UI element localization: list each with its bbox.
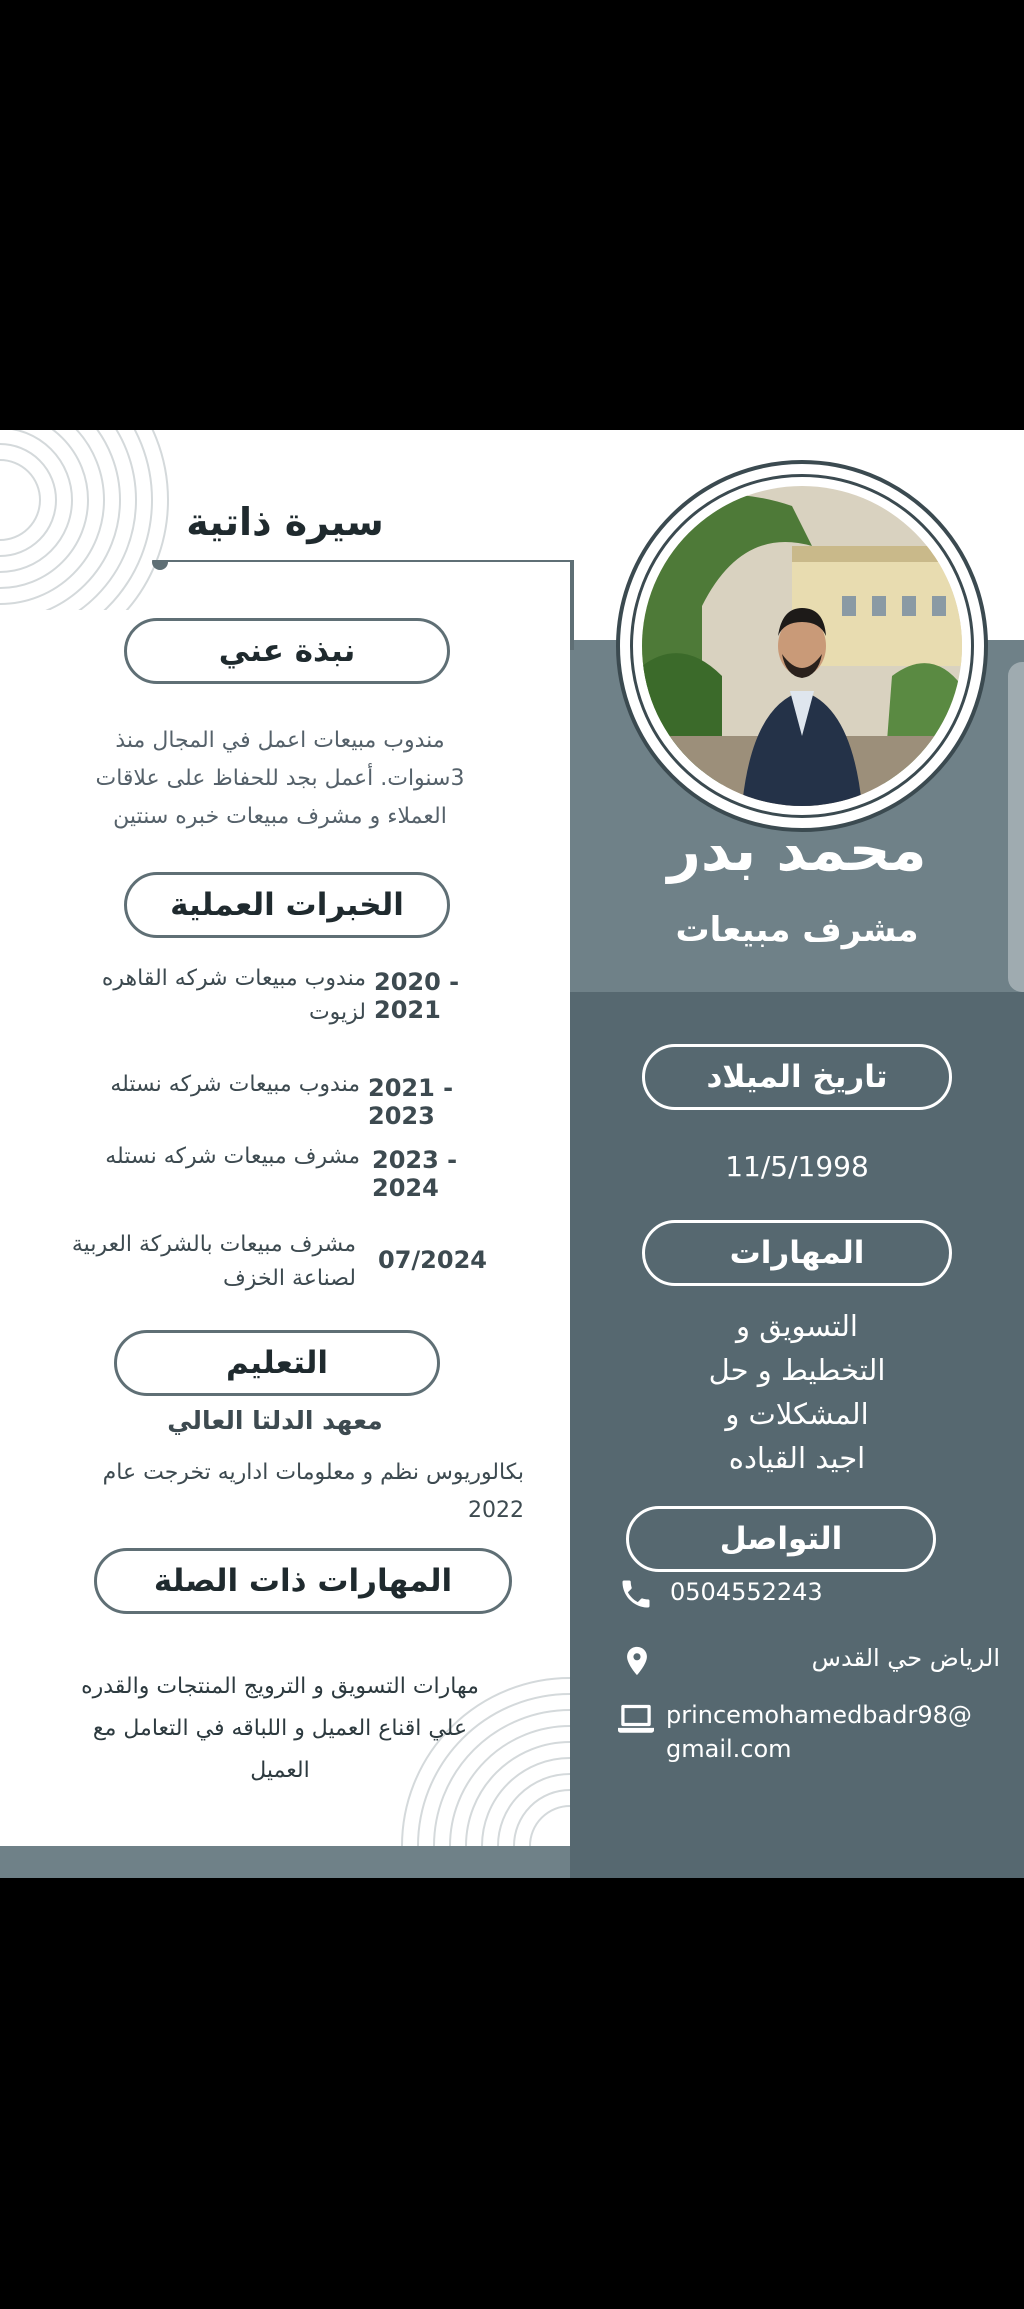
contact-phone[interactable]: 0504552243 (670, 1578, 823, 1606)
about-line: العملاء و مشرف مبيعات خبره سنتين (113, 804, 447, 829)
experience-period: 2023 - 2024 (372, 1146, 458, 1202)
related-skills-line: العميل (250, 1758, 310, 1783)
skill-line: اجيد القياده (728, 1441, 866, 1475)
experience-period: 2020 - 2021 (374, 968, 460, 1024)
skill-line: التخطيط و حل (708, 1353, 886, 1387)
about-heading: نبذة عني (124, 618, 450, 684)
contact-address: الرياض حي القدس (811, 1644, 1000, 1672)
education-line: بكالوريوس نظم و معلومات اداريه تخرجت عام (102, 1460, 524, 1485)
about-text (60, 722, 500, 836)
contact-email[interactable] (666, 1698, 996, 1766)
education-heading: التعليم (114, 1330, 440, 1396)
profile-photo (642, 486, 962, 806)
experience-role-line: لزيوت (308, 1000, 366, 1025)
contact-heading: التواصل (626, 1506, 936, 1572)
experience-role (60, 962, 366, 1030)
email-line: gmail.com (666, 1735, 792, 1763)
phone-icon (618, 1576, 654, 1612)
experience-role-line: مشرف مبيعات بالشركة العربية (71, 1232, 356, 1257)
education-institute: معهد الدلتا العالي (167, 1406, 383, 1435)
resume-page (0, 430, 1024, 1878)
skills-list (620, 1304, 974, 1480)
related-skills-text (40, 1666, 520, 1792)
experience-heading: الخبرات العملية (124, 872, 450, 938)
email-line: princemohamedbadr98@ (666, 1701, 972, 1729)
experience-role-line: مندوب مبيعات شركه نستله (110, 1072, 360, 1097)
about-line: مندوب مبيعات اعمل في المجال منذ (115, 728, 445, 753)
related-skills-heading: المهارات ذات الصلة (94, 1548, 512, 1614)
experience-role (60, 1140, 360, 1174)
experience-role-line: مشرف مبيعات شركه نستله (105, 1144, 360, 1169)
related-skills-line: مهارات التسويق و الترويج المنتجات والقدره (81, 1674, 479, 1699)
document-title: سيرة ذاتية (186, 500, 384, 544)
experience-period: 07/2024 (378, 1246, 487, 1274)
experience-period: 2021 - 2023 (368, 1074, 454, 1130)
skill-line: التسويق و (736, 1309, 858, 1343)
connector-dot (152, 560, 168, 570)
laptop-icon (616, 1700, 656, 1736)
birth-heading: تاريخ الميلاد (642, 1044, 952, 1110)
related-skills-line: علي اقناع العميل و اللباقه في التعامل مع (92, 1716, 468, 1741)
experience-role (60, 1068, 360, 1102)
education-details (40, 1454, 524, 1530)
skill-line: المشكلات و (725, 1397, 869, 1431)
experience-role (40, 1228, 356, 1296)
birth-date: 11/5/1998 (725, 1150, 869, 1183)
location-pin-icon (620, 1642, 654, 1680)
education-line: 2022 (468, 1498, 524, 1523)
about-line: 3سنوات. أعمل بجد للحفاظ على علاقات (95, 766, 465, 791)
experience-role-line: مندوب مبيعات شركه القاهره (101, 966, 366, 991)
skills-heading: المهارات (642, 1220, 952, 1286)
footer-strip (0, 1846, 570, 1878)
person-job-title: مشرف مبيعات (675, 910, 919, 950)
person-name: محمد بدر (667, 816, 927, 884)
experience-role-line: لصناعة الخزف (223, 1266, 356, 1291)
